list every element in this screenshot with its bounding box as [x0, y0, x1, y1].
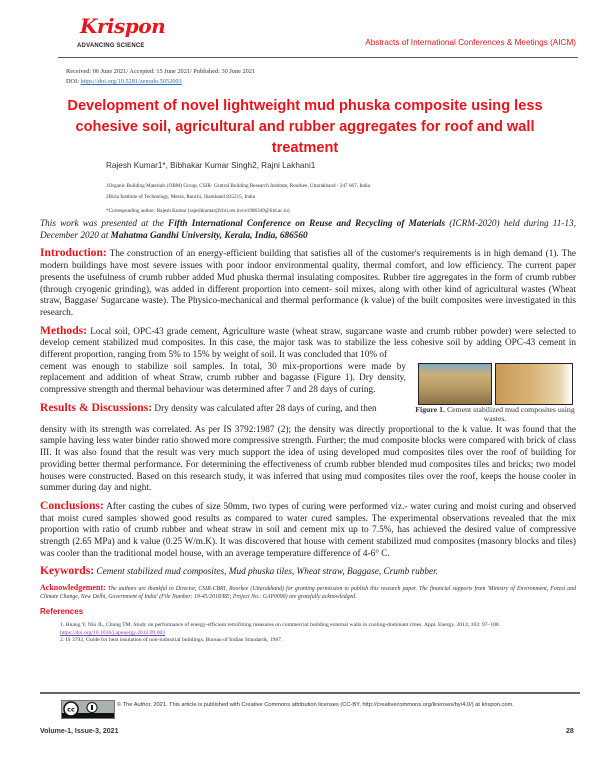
authors: Rajesh Kumar1*, Bibhakar Kumar Singh2, Rajni Lakhani1: [106, 161, 316, 170]
reference-link[interactable]: https://doi.org/10.1016/j.apenergy.2012.09.003: [60, 629, 166, 636]
acknowledgement-section: [40, 584, 576, 601]
doi-link[interactable]: https://doi.org/10.5281/zenodo.5052003: [80, 78, 182, 85]
figure-1: [418, 363, 573, 405]
introduction-text: The construction of an energy-efficient building that satisfies all of the customer's requirements is in high demand (1). The modern buildings have most severe issues with poor indoor environmental quality, thermal comfort, and low efficiency. The current paper presents the usefulness of crumb rubber added Mud phuska thermal insulating composites. Rubber tire aggregates in the form of crumb rubber (through cryogenic grinding), was added in different proportion into cement- soil mixes, along with other kind of agricultural wastes (Wheat straw, Baggase/ Sugarcane waste). The Physico-mechanical and thermal performance (k value) of the built composites were investigated in this research.: [40, 249, 576, 318]
publication-dates: Received: 06 June 2021/ Accepted: 15 June 2021/ Published: 30 June 2021: [66, 68, 256, 75]
results-text: Dry density was calculated after 28 days of curing, and then: [152, 403, 377, 414]
volume-issue: Volume-1, Issue-3, 2021: [40, 728, 119, 735]
logo-wordmark: Krispon: [80, 14, 166, 38]
figure-caption-text: Cement stabilized mud composites using wastes.: [445, 404, 575, 423]
note-text: (ICRM-2020) held during 11-13, December 2020 at: [40, 219, 576, 241]
acknowledgement-heading: Acknowledgement:: [40, 583, 106, 593]
svg-text:cc: cc: [67, 705, 75, 714]
corresponding-author: *Corresponding author: Rajesh Kumar (rajeshkumar@cbri.res.in/ce1986349@iitd.ac.in): [106, 208, 290, 214]
logo-tagline: ADVANCING SCIENCE: [77, 43, 145, 49]
conference-name: Fifth International Conference on Reuse and Recycling of Materials: [168, 219, 446, 229]
doi: [66, 78, 182, 85]
figure-photo-tile: [495, 363, 573, 405]
affiliation-2: 2Birla Institute of Technology, Mesra, Ranchi, Jharkhand 835215, India: [106, 194, 256, 200]
figure-caption: [414, 405, 576, 423]
keywords-text: Cement stabilized mud composites, Mud phuska tiles, Wheat straw, Baggase, Crumb rubber.: [94, 567, 438, 578]
paper-title: Development of novel lightweight mud phuska composite using less cohesive soil, agricultural and rubber aggregates for roof and wall treatment: [67, 98, 543, 156]
acknowledgement-text: The authors are thankful to Director, CSIR-CBRI, Roorkee (Uttarakhand) for granting permission to publish this research paper. The financial supports from 'Ministry of Environment, Forest and Climate Change, New Delhi, Government of India' (File Number: 19-45/2018/RE; Project No.: GAP0090) are gratefully acknowledged.: [40, 586, 576, 601]
page-number: 28: [566, 728, 574, 735]
note-text: This work was presented at the: [40, 219, 169, 229]
reference-text: 2. IS 3792, Guide for heat insulation of non-industrial buildings. Bureau of Indian Standards, 1987.: [60, 637, 283, 644]
cc-by-badge-icon: [61, 700, 115, 719]
affiliation-1: 1Organic Building Materials (OBM) Group, CSIR- Central Building Research Institute, Roorkee, Uttarakhand - 247 667, India: [106, 183, 370, 189]
journal-series: Abstracts of International Conferences & Meetings (AICM): [365, 38, 576, 47]
methods-heading: Methods:: [40, 323, 88, 337]
methods-section: [40, 325, 576, 362]
methods-text: Local soil, OPC-43 grade cement, Agriculture waste (wheat straw, sugarcane waste and crumb rubber powder) were selected to develop cement stabilized mud composites. In this case, the major task was to stabilize the less cohesive soil by adding OPC-43 cement in different proportion, ranging from 5% to 15% by weight of soil. It was concluded that 10% of: [40, 326, 576, 361]
figure-photo-blocks: [418, 363, 492, 405]
footer-divider: [40, 692, 580, 694]
header-divider: [58, 57, 578, 58]
venue: Mahatma Gandhi University, Kerala, India, 686560: [110, 230, 308, 241]
methods-text-continued: cement was enough to stabilize soil samples. In total, 30 mix-proportions were made by replacement and addition of wheat Straw, crumb rubber and bagasse (Figure 1). Dry density, compressive strength and thermal behaviour was determined after 7 and 28 days of curing.: [40, 361, 406, 396]
krispon-logo: [72, 14, 166, 54]
reference-item: [60, 637, 576, 645]
results-text-continued: density with its strength was correlated. As per IS 3792:1987 (2); the density was directly proportional to the k value. It was found that the sample having less water binder ratio showed more compressive strength. Further; the mud composite blocks were compared with brick of class III. It was also found that the result was very much support the idea of using developed mud composites tiles over the roof of building for providing better thermal performance. For determining the effectiveness of crumb rubber blended mud composites tiles and bricks; two model houses were constructed. Based on this research study, it was inferred that using mud composites tiles over the roof, keeps the house cooler in summer during day and night.: [40, 424, 576, 494]
conclusions-section: [40, 500, 576, 561]
keywords-heading: Keywords:: [40, 564, 95, 578]
introduction-heading: Introduction:: [40, 246, 107, 260]
conclusions-heading: Conclusions:: [40, 498, 104, 512]
reference-text: 1. Huang Y, Niu JL, Chung TM. Study on performance of energy-efficient retrofitting measures on commercial building external walls in cooling-dominant cities. Appl. Energy. 2013; 103: 97–108.: [60, 622, 501, 629]
figure-label: Figure 1.: [415, 404, 446, 414]
references-heading: References: [40, 607, 84, 617]
keywords-section: [40, 565, 576, 579]
reference-item: [60, 622, 576, 637]
doi-label: DOI:: [66, 78, 81, 85]
license-text: © The Author, 2021. This article is published with Creative Commons attribution licenses (CC-BY, http://creativecommons.org/licenses/by/4.0/) at krispon.com.: [117, 702, 514, 708]
article-body: [40, 219, 576, 645]
results-heading: Results & Discussions:: [40, 400, 153, 414]
introduction-section: [40, 247, 576, 319]
figure-1-container: [414, 363, 576, 423]
conclusions-text: After casting the cubes of size 50mm, two types of curing were performed viz.- water curing and moist curing and observed that moist cured samples showed good results as compared to water cured samples. The experimental observations revealed that the mix proportion with ratio of crumb rubber and wheat straw in soil and cement mix up to 7.5%, has achieved the desired value of compressive strength (2.65 MPa) and k value (0.25 W/m.K). It was discovered that house with cement stabilized mud composites (masonry blocks and tiles) was cooler than the traditional model house, with an average temperature difference of 4-6° C.: [40, 501, 576, 559]
conference-note: [40, 219, 576, 242]
